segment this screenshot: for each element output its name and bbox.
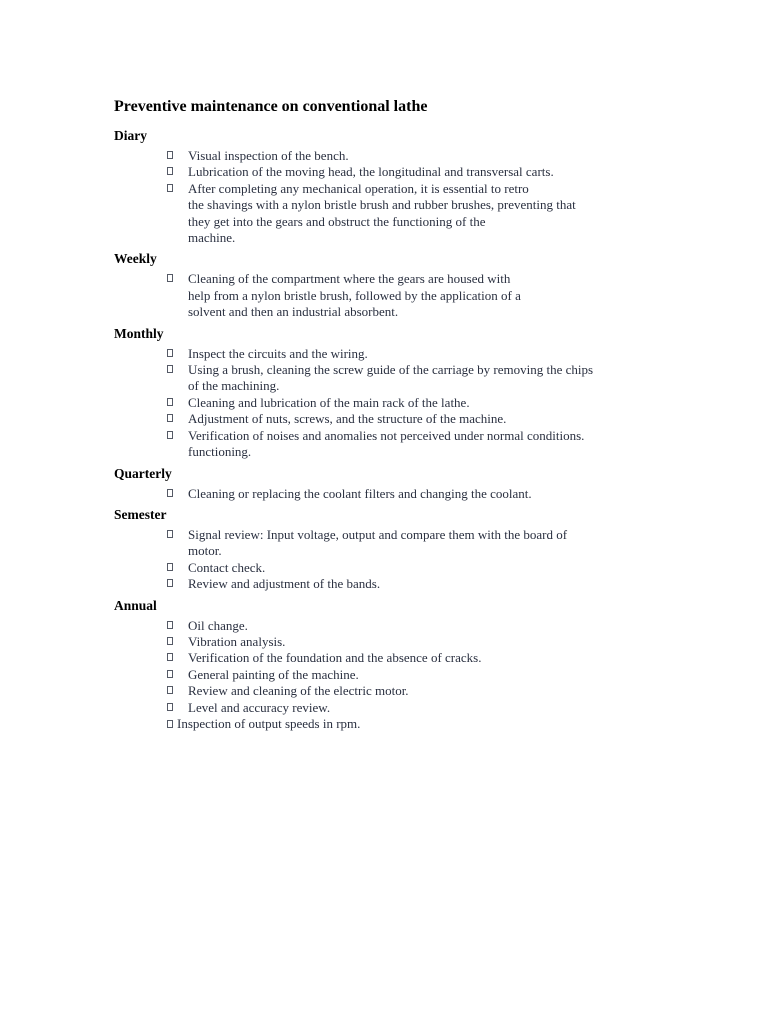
empty-box-bullet-icon [167,151,173,159]
item-text: Review and cleaning of the electric motor. [188,683,409,699]
empty-box-bullet-icon [167,431,173,439]
empty-box-bullet-icon [167,398,173,406]
item-list [114,346,634,461]
list-item [167,346,634,362]
list-item [167,650,634,666]
section-weekly [114,250,634,320]
empty-box-bullet-icon [167,414,173,422]
empty-box-bullet-icon [167,686,173,694]
empty-box-bullet-icon [167,365,173,373]
item-text: Signal review: Input voltage, output and compare them with the board of motor. [188,526,568,559]
list-item [167,576,634,592]
item-text: Cleaning of the compartment where the gears are housed with help from a nylon bristle brush, followed by the application of a solvent and then an industrial absorbent. [188,271,521,320]
item-text: Inspection of output speeds in rpm. [177,715,361,731]
list-item [167,362,634,395]
empty-box-bullet-icon [167,274,173,282]
empty-box-bullet-icon [167,653,173,661]
empty-box-bullet-icon [167,637,173,645]
list-item [167,700,634,716]
section-quarterly [114,465,634,502]
item-text: Vibration analysis. [188,633,286,649]
empty-box-bullet-icon [167,720,173,728]
list-item [167,411,634,427]
list-item [167,395,634,411]
section-heading: Quarterly [114,465,172,481]
trailing-list-item [114,716,634,732]
item-text: Oil change. [188,617,248,633]
section-heading: Weekly [114,251,157,267]
list-item [167,634,634,650]
empty-box-bullet-icon [167,621,173,629]
item-text: General painting of the machine. [188,666,359,682]
item-text: Lubrication of the moving head, the longitudinal and transversal carts. [188,164,554,180]
empty-box-bullet-icon [167,703,173,711]
item-list [114,618,634,716]
item-text: Level and accuracy review. [188,699,331,715]
item-text: Inspect the circuits and the wiring. [188,345,368,361]
item-list [114,527,634,593]
item-text: Using a brush, cleaning the screw guide of the carriage by removing the chips of the machining. [188,362,594,394]
item-text: Cleaning or replacing the coolant filters and changing the coolant. [188,485,532,501]
list-item [167,667,634,683]
document-title: Preventive maintenance on conventional lathe [114,98,428,115]
section-heading: Monthly [114,325,164,341]
item-text: Cleaning and lubrication of the main rack of the lathe. [188,394,470,410]
list-item [167,164,634,180]
section-heading: Diary [114,128,147,143]
section-semester [114,506,634,593]
empty-box-bullet-icon [167,579,173,587]
list-item [167,527,634,560]
item-text: Review and adjustment of the bands. [188,576,381,592]
list-item [167,271,634,320]
item-list [114,148,634,246]
section-diary [114,127,634,246]
section-annual [114,597,634,732]
item-text: Visual inspection of the bench. [188,148,349,163]
item-text: Verification of the foundation and the absence of cracks. [188,650,482,666]
item-text: Adjustment of nuts, screws, and the structure of the machine. [188,411,507,427]
empty-box-bullet-icon [167,530,173,538]
list-item [167,618,634,634]
item-text: After completing any mechanical operation, it is essential to retro the shavings with a nylon bristle brush and rubber brushes, preventing that they get into the gears and obstruct the functioning of the machine. [188,180,576,246]
empty-box-bullet-icon [167,670,173,678]
list-item [167,181,634,247]
item-text: Verification of noises and anomalies not perceived under normal conditions. functioning. [188,427,585,460]
section-monthly [114,325,634,461]
empty-box-bullet-icon [167,489,173,497]
empty-box-bullet-icon [167,349,173,357]
list-item [167,148,634,164]
section-heading: Semester [114,506,167,522]
document-page [114,97,634,736]
list-item [167,428,634,461]
item-list [114,271,634,320]
section-heading: Annual [114,597,157,613]
empty-box-bullet-icon [167,167,173,175]
list-item [167,683,634,699]
item-list [114,486,634,502]
list-item [167,486,634,502]
list-item [167,560,634,576]
item-text: Contact check. [188,559,266,575]
empty-box-bullet-icon [167,184,173,192]
empty-box-bullet-icon [167,563,173,571]
